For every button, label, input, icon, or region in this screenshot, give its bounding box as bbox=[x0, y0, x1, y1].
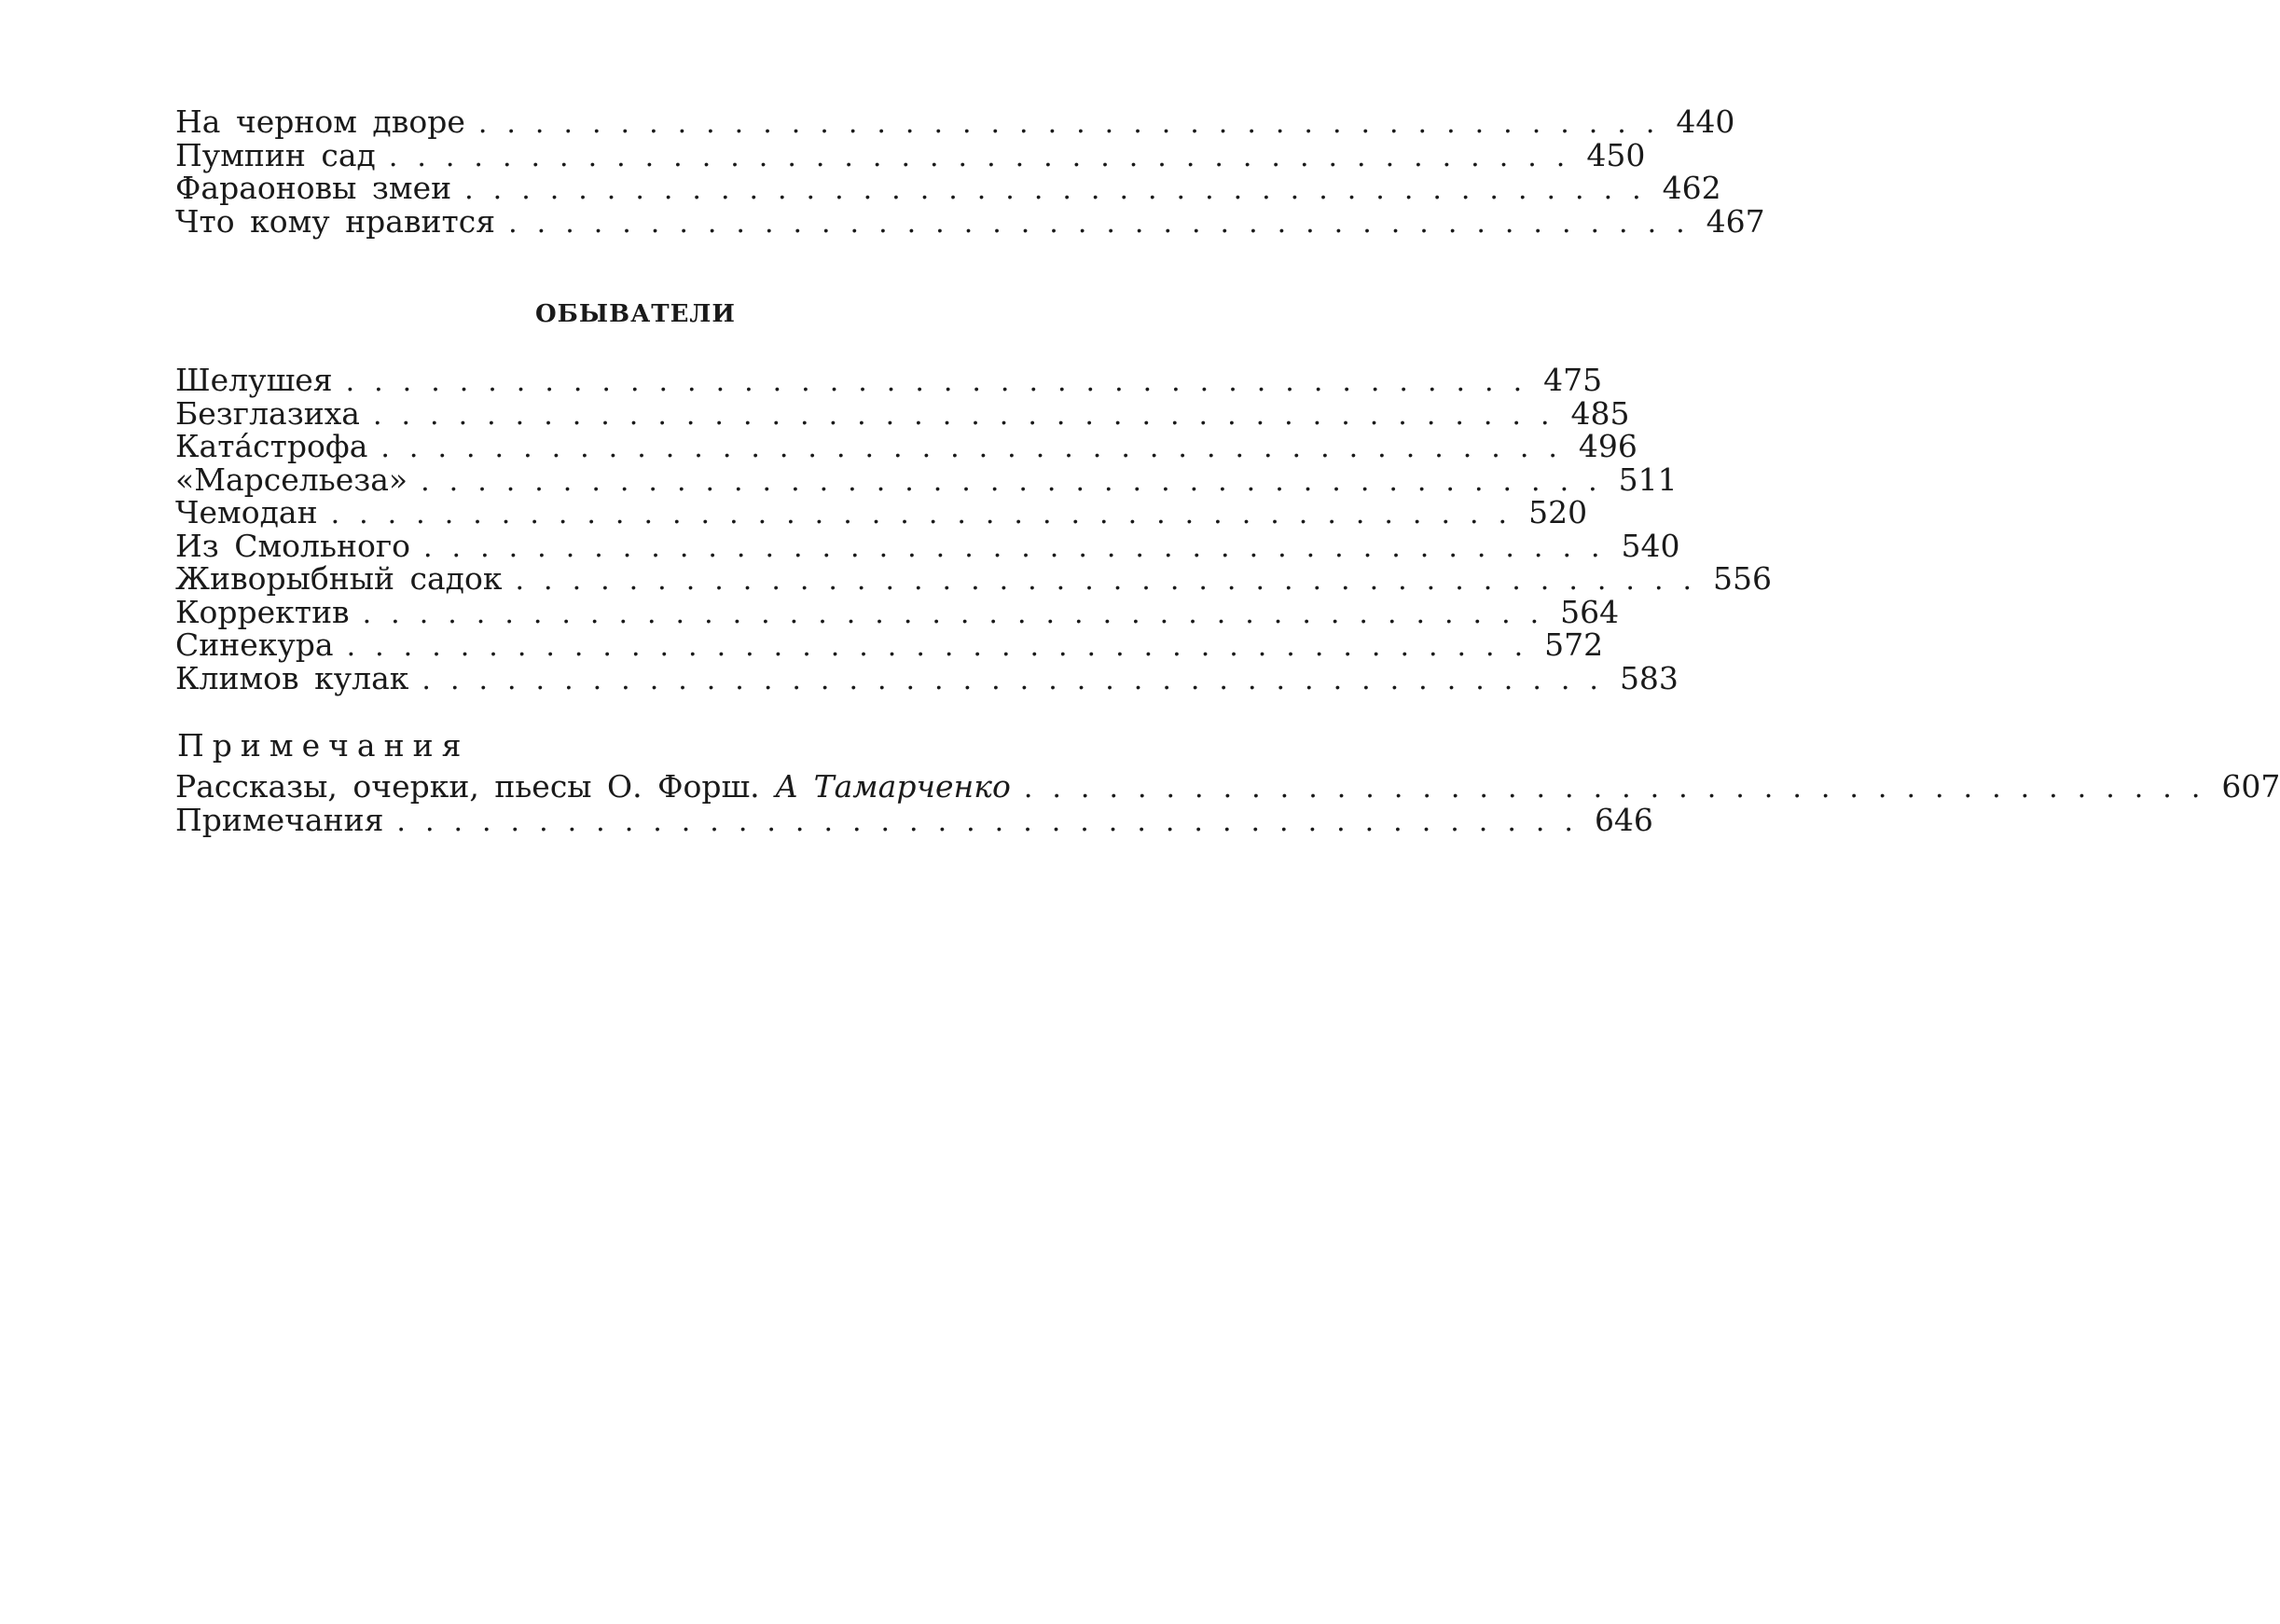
dot-leader: .......................................... bbox=[477, 107, 1675, 140]
entry-title: Фараоновы змеи bbox=[175, 170, 452, 206]
entry-page: 556 bbox=[1713, 560, 1773, 597]
dot-leader: .......................................... bbox=[345, 365, 1542, 398]
dot-leader: .......................................... bbox=[388, 140, 1585, 173]
toc-entry bbox=[175, 527, 1680, 564]
toc-entry bbox=[175, 362, 1603, 398]
entry-page: 583 bbox=[1619, 659, 1679, 696]
toc-entry bbox=[175, 768, 2280, 805]
toc-group-1 bbox=[175, 103, 1765, 240]
dot-leader: .......................................... bbox=[372, 398, 1569, 432]
entry-author: А Тамарченко bbox=[775, 768, 1011, 805]
entry-title: Пумпин сад bbox=[175, 136, 376, 173]
toc-group-2 bbox=[175, 362, 1773, 696]
entry-title: Живорыбный садок bbox=[175, 560, 503, 597]
toc-entry bbox=[175, 461, 1678, 498]
entry-title: Климов кулак bbox=[175, 659, 409, 696]
entry-page: 462 bbox=[1662, 170, 1721, 206]
entry-title: Шелушея bbox=[175, 362, 333, 398]
entry-title: Безглазиха bbox=[175, 394, 360, 432]
dot-leader: .......................................... bbox=[421, 663, 1618, 696]
entry-page: 485 bbox=[1570, 394, 1630, 432]
entry-page: 646 bbox=[1594, 801, 1653, 838]
toc-entry bbox=[175, 560, 1773, 597]
entry-title: Ката́строфа bbox=[175, 428, 368, 464]
toc-group-3 bbox=[175, 768, 2280, 838]
dot-leader: .......................................... bbox=[396, 805, 1593, 838]
section-heading-notes: Примечания bbox=[177, 727, 470, 764]
entry-page: 496 bbox=[1578, 428, 1637, 464]
dot-leader: .......................................... bbox=[380, 432, 1577, 464]
entry-title: Что кому нравится bbox=[175, 202, 496, 240]
entry-title: Из Смольного bbox=[175, 527, 411, 564]
entry-page: 450 bbox=[1586, 136, 1646, 173]
dot-leader: .......................................... bbox=[330, 498, 1527, 530]
toc-entry bbox=[175, 136, 1646, 173]
entry-page: 511 bbox=[1618, 461, 1678, 498]
toc-entry bbox=[175, 801, 1653, 838]
toc-entry bbox=[175, 593, 1620, 630]
dot-leader: .......................................... bbox=[508, 206, 1705, 240]
toc-entry bbox=[175, 394, 1630, 432]
entry-title: Синекура bbox=[175, 626, 334, 663]
toc-entry bbox=[175, 626, 1604, 663]
dot-leader: .......................................... bbox=[464, 173, 1661, 206]
section-heading: ОБЫВАТЕЛИ bbox=[535, 300, 736, 328]
toc-entry bbox=[175, 428, 1637, 464]
entry-title: Корректив bbox=[175, 593, 350, 630]
entry-page: 440 bbox=[1676, 103, 1735, 140]
toc-entry bbox=[175, 170, 1721, 206]
toc-entry bbox=[175, 659, 1679, 696]
entry-page: 475 bbox=[1543, 362, 1603, 398]
dot-leader: .......................................... bbox=[515, 564, 1712, 597]
entry-page: 572 bbox=[1544, 626, 1604, 663]
dot-leader: .......................................... bbox=[421, 464, 1617, 498]
entry-page: 520 bbox=[1528, 494, 1588, 530]
entry-title-with-author bbox=[175, 770, 1024, 804]
dot-leader: .......................................... bbox=[1023, 772, 2220, 805]
entry-title: Рассказы, очерки, пьесы О. Форш. bbox=[175, 768, 760, 805]
entry-title: На черном дворе bbox=[175, 103, 465, 140]
dot-leader: .......................................... bbox=[423, 530, 1620, 564]
dot-leader: .......................................... bbox=[362, 597, 1559, 630]
toc-entry bbox=[175, 494, 1588, 530]
entry-title: Примечания bbox=[175, 801, 384, 838]
toc-entry bbox=[175, 202, 1765, 240]
entry-page: 540 bbox=[1621, 527, 1680, 564]
entry-page: 467 bbox=[1706, 202, 1765, 240]
entry-page: 564 bbox=[1560, 593, 1620, 630]
dot-leader: .......................................... bbox=[346, 630, 1543, 663]
entry-title: «Марсельеза» bbox=[175, 461, 408, 498]
entry-title: Чемодан bbox=[175, 494, 318, 530]
toc-entry bbox=[175, 103, 1735, 140]
entry-page: 607 bbox=[2221, 768, 2280, 805]
